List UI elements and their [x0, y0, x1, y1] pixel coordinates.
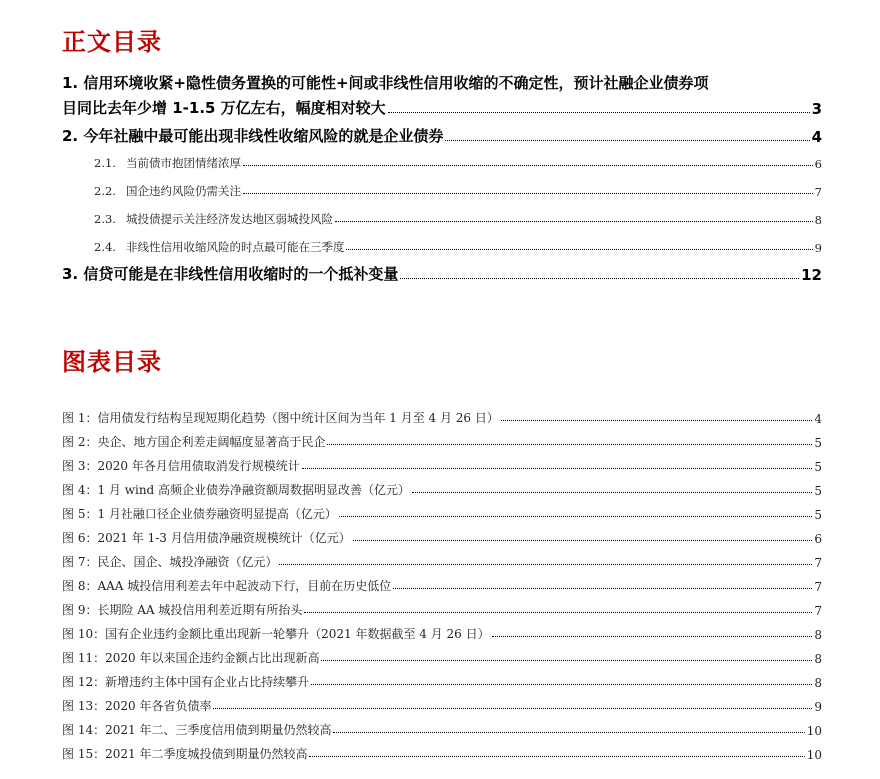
figure-caption: 2021 年二、三季度信用债到期量仍然较高: [105, 723, 332, 737]
toc-entry-number: 2.3.: [94, 212, 116, 226]
dot-leader: [346, 249, 812, 250]
figure-caption: 2021 年 1-3 月信用债净融资规模统计（亿元）: [97, 531, 351, 545]
toc-page-number: 7: [814, 185, 822, 199]
figure-caption: 2020 年各月信用债取消发行规模统计: [97, 459, 300, 473]
dot-leader: [353, 540, 813, 541]
dot-leader: [335, 221, 813, 222]
toc-entry-number: 2.2.: [94, 184, 116, 198]
dot-leader: [501, 420, 812, 421]
figure-label: 图 8：: [62, 579, 98, 593]
figure-page-number: 7: [814, 604, 822, 618]
figure-label: 图 13：: [62, 699, 106, 713]
figure-page-number: 10: [806, 724, 822, 738]
figures-title: 图表目录: [62, 348, 162, 376]
dot-leader: [339, 516, 812, 517]
figure-caption: 信用债发行结构呈现短期化趋势（图中统计区间为当年 1 月至 4 月 26 日）: [97, 411, 499, 425]
figure-page-number: 5: [814, 460, 822, 474]
figure-entry-3[interactable]: [62, 457, 822, 474]
figure-page-number: 7: [814, 556, 822, 570]
figure-label: 图 7：: [62, 555, 98, 569]
figure-caption: 新增违约主体中国有企业占比持续攀升: [105, 675, 310, 689]
figure-label: 图 3：: [62, 459, 98, 473]
figure-label: 图 5：: [62, 507, 98, 521]
figure-page-number: 8: [814, 628, 822, 642]
figure-caption: 2020 年以来国企违约金额占比出现新高: [105, 651, 320, 665]
figure-page-number: 4: [814, 412, 822, 426]
figure-entry-4[interactable]: [62, 481, 822, 498]
toc-entry-2-3[interactable]: [94, 211, 822, 227]
toc-entry-text: 当前债市抱团情绪浓厚: [125, 156, 241, 170]
figure-label: 图 1：: [62, 411, 98, 425]
dot-leader: [213, 708, 812, 709]
figure-entry-15[interactable]: [62, 745, 822, 762]
toc-page-number: 12: [801, 266, 822, 284]
figure-caption: 国有企业违约金额比重出现新一轮攀升（2021 年数据截至 4 月 26 日）: [105, 627, 490, 641]
figure-page-number: 9: [814, 700, 822, 714]
dot-leader: [279, 564, 812, 565]
figure-page-number: 10: [806, 748, 822, 762]
toc-entry-number: 1.: [62, 74, 79, 92]
toc-entry-2-4[interactable]: [94, 239, 822, 255]
dot-leader: [445, 140, 809, 141]
dot-leader: [311, 684, 812, 685]
dot-leader: [327, 444, 812, 445]
toc-entry-text: 今年社融中最可能出现非线性收缩风险的就是企业债券: [83, 127, 444, 145]
toc-entry-text: 非线性信用收缩风险的时点最可能在三季度: [125, 240, 345, 254]
figure-caption: 1 月社融口径企业债券融资明显提高（亿元）: [97, 507, 337, 521]
dot-leader: [304, 612, 812, 613]
dot-leader: [243, 193, 813, 194]
toc-entry-number: 3.: [62, 265, 79, 283]
figure-caption: 1 月 wind 高频企业债券净融资额周数据明显改善（亿元）: [97, 483, 411, 497]
figure-caption: 民企、国企、城投净融资（亿元）: [97, 555, 278, 569]
figure-caption: AAA 城投信用利差去年中起波动下行，目前在历史低位: [97, 579, 392, 593]
figure-entry-8[interactable]: [62, 577, 822, 594]
figure-page-number: 5: [814, 436, 822, 450]
figure-entry-10[interactable]: [62, 625, 822, 642]
figure-caption: 2020 年各省负债率: [105, 699, 212, 713]
figure-page-number: 5: [814, 508, 822, 522]
figure-entry-12[interactable]: [62, 673, 822, 690]
toc-page-number: 9: [814, 241, 822, 255]
figure-entry-13[interactable]: [62, 697, 822, 714]
dot-leader: [243, 165, 813, 166]
dot-leader: [321, 660, 812, 661]
figure-label: 图 6：: [62, 531, 98, 545]
toc-entry-text: 信贷可能是在非线性信用收缩时的一个抵补变量: [83, 265, 399, 283]
figure-label: 图 9：: [62, 603, 98, 617]
figure-page-number: 6: [814, 532, 822, 546]
dot-leader: [393, 588, 812, 589]
figure-entry-9[interactable]: [62, 601, 822, 618]
dot-leader: [492, 636, 813, 637]
figure-label: 图 2：: [62, 435, 98, 449]
toc-entry-3[interactable]: [62, 263, 822, 284]
figure-label: 图 4：: [62, 483, 98, 497]
toc-entry-2-1[interactable]: [94, 155, 822, 171]
toc-page-number: 3: [811, 100, 822, 118]
figure-entry-6[interactable]: [62, 529, 822, 546]
figure-label: 图 15：: [62, 747, 106, 761]
toc-entry-1-line2[interactable]: [62, 97, 822, 118]
figure-entry-14[interactable]: [62, 721, 822, 738]
figure-page-number: 5: [814, 484, 822, 498]
dot-leader: [309, 756, 804, 757]
dot-leader: [412, 492, 812, 493]
toc-entry-text: 目同比去年少增 1-1.5 万亿左右，幅度相对较大: [62, 99, 386, 117]
figure-entry-11[interactable]: [62, 649, 822, 666]
toc-entry-2-2[interactable]: [94, 183, 822, 199]
toc-title: 正文目录: [62, 28, 162, 56]
figure-caption: 2021 年二季度城投债到期量仍然较高: [105, 747, 308, 761]
dot-leader: [302, 468, 813, 469]
toc-entry-text: 城投债提示关注经济发达地区弱城投风险: [125, 212, 333, 226]
toc-page-number: 6: [814, 157, 822, 171]
toc-entry-text: 信用环境收紧+隐性债务置换的可能性+间或非线性信用收缩的不确定性，预计社融企业债券项: [83, 74, 709, 92]
figure-page-number: 8: [814, 652, 822, 666]
figure-page-number: 7: [814, 580, 822, 594]
dot-leader: [400, 278, 799, 279]
figure-entry-5[interactable]: [62, 505, 822, 522]
figure-entry-2[interactable]: [62, 433, 822, 450]
toc-page-number: 4: [811, 128, 822, 146]
figure-label: 图 14：: [62, 723, 106, 737]
dot-leader: [333, 732, 804, 733]
toc-entry-text: 国企违约风险仍需关注: [125, 184, 241, 198]
figure-caption: 央企、地方国企利差走阔幅度显著高于民企: [97, 435, 326, 449]
toc-page-number: 8: [814, 213, 822, 227]
figure-page-number: 8: [814, 676, 822, 690]
figure-label: 图 12：: [62, 675, 106, 689]
figure-caption: 长期险 AA 城投信用利差近期有所抬头: [97, 603, 303, 617]
toc-entry-number: 2.4.: [94, 240, 116, 254]
toc-entry-1-line1[interactable]: [62, 72, 822, 93]
toc-entry-2[interactable]: [62, 125, 822, 146]
figure-label: 图 11：: [62, 651, 106, 665]
toc-entry-number: 2.: [62, 127, 79, 145]
dot-leader: [388, 112, 810, 113]
figure-entry-7[interactable]: [62, 553, 822, 570]
figure-entry-1[interactable]: [62, 409, 822, 426]
toc-entry-number: 2.1.: [94, 156, 116, 170]
figure-label: 图 10：: [62, 627, 106, 641]
